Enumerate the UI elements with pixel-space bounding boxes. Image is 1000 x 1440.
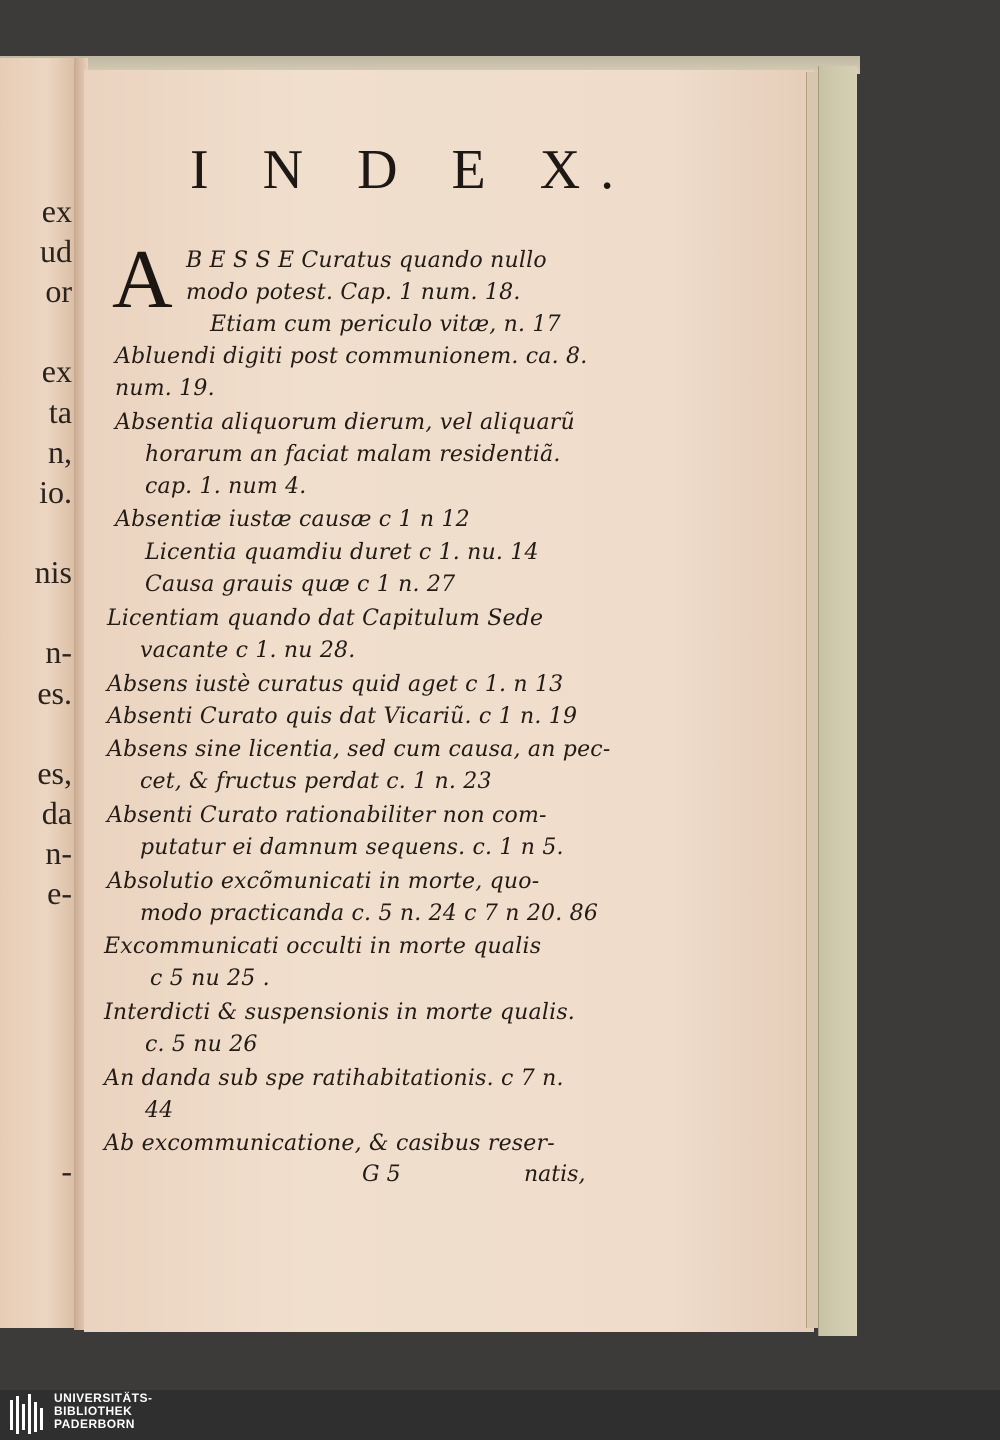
index-line: Absentiæ iustæ causæ c 1 n 12	[115, 507, 470, 532]
index-line: B E S S E Curatus quando nullo	[186, 248, 547, 273]
library-logo-icon	[8, 1394, 48, 1434]
index-line: cap. 1. num 4.	[145, 474, 307, 499]
index-line: Absenti Curato rationabiliter non com-	[107, 803, 547, 828]
left-fragment: e-	[47, 875, 72, 911]
signature-mark: G 5	[362, 1162, 401, 1187]
left-fragment: -	[61, 1153, 72, 1189]
index-line: Causa grauis quæ c 1 n. 27	[145, 572, 456, 597]
index-line: Absolutio excõmunicati in morte, quo-	[107, 869, 540, 894]
left-fragment: ta	[48, 394, 72, 430]
left-fragment: es,	[37, 755, 72, 791]
index-line: Absentia aliquorum dierum, vel aliquarũ	[115, 410, 575, 435]
index-line: An danda sub spe ratihabitationis. c 7 n.	[104, 1066, 564, 1091]
index-line: Licentia quamdiu duret c 1. nu. 14	[145, 540, 539, 565]
left-fragment: ud	[40, 233, 72, 269]
index-line: cet, & fructus perdat c. 1 n. 23	[140, 769, 492, 794]
catchword: natis,	[524, 1162, 586, 1187]
index-line: Interdicti & suspensionis in morte qualis.	[104, 1000, 576, 1025]
library-name	[54, 1392, 153, 1431]
left-fragment: da	[41, 795, 72, 831]
index-line: c. 5 nu 26	[145, 1032, 258, 1057]
left-fragment: or	[45, 273, 72, 309]
book-cover-edge	[818, 66, 857, 1336]
left-fragment: ex	[41, 353, 72, 389]
index-line: Etiam cum periculo vitæ, n. 17	[210, 312, 561, 337]
left-fragment: ex	[41, 193, 72, 229]
left-fragment: n-	[45, 835, 72, 871]
index-line: Absens sine licentia, sed cum causa, an pec-	[107, 737, 611, 762]
index-line: vacante c 1. nu 28.	[140, 638, 356, 663]
left-fragment: io.	[39, 474, 72, 510]
left-fragment: n-	[45, 634, 72, 670]
index-line: 44	[145, 1098, 174, 1123]
library-name-line3: PADERBORN	[54, 1417, 135, 1431]
left-fragment: es.	[37, 675, 72, 711]
library-name-line1: UNIVERSITÄTS-	[54, 1391, 153, 1405]
index-line: c 5 nu 25 .	[150, 966, 270, 991]
left-page	[0, 58, 78, 1328]
library-name-line2: BIBLIOTHEK	[54, 1404, 133, 1418]
index-line: modo practicanda c. 5 n. 24 c 7 n 20. 86	[140, 901, 599, 926]
index-line: modo potest. Cap. 1 num. 18.	[186, 280, 521, 305]
library-footer	[0, 1390, 1000, 1440]
index-line: Excommunicati occulti in morte qualis	[104, 934, 542, 959]
index-line: Absens iustè curatus quid aget c 1. n 13	[107, 672, 564, 697]
drop-cap: A	[112, 233, 173, 326]
left-fragment: n,	[48, 434, 72, 470]
left-fragment: nis	[34, 554, 72, 590]
index-line: Absenti Curato quis dat Vicariũ. c 1 n. 19	[107, 704, 578, 729]
page-title: I N D E X.	[190, 139, 635, 201]
index-line: Abluendi digiti post communionem. ca. 8.	[115, 344, 588, 369]
index-line: Licentiam quando dat Capitulum Sede	[107, 606, 544, 631]
index-line: num. 19.	[115, 376, 215, 401]
index-line: putatur ei damnum sequens. c. 1 n 5.	[140, 835, 564, 860]
index-line: horarum an faciat malam residentiã.	[145, 442, 561, 467]
index-line: Ab excommunicatione, & casibus reser-	[104, 1131, 555, 1156]
